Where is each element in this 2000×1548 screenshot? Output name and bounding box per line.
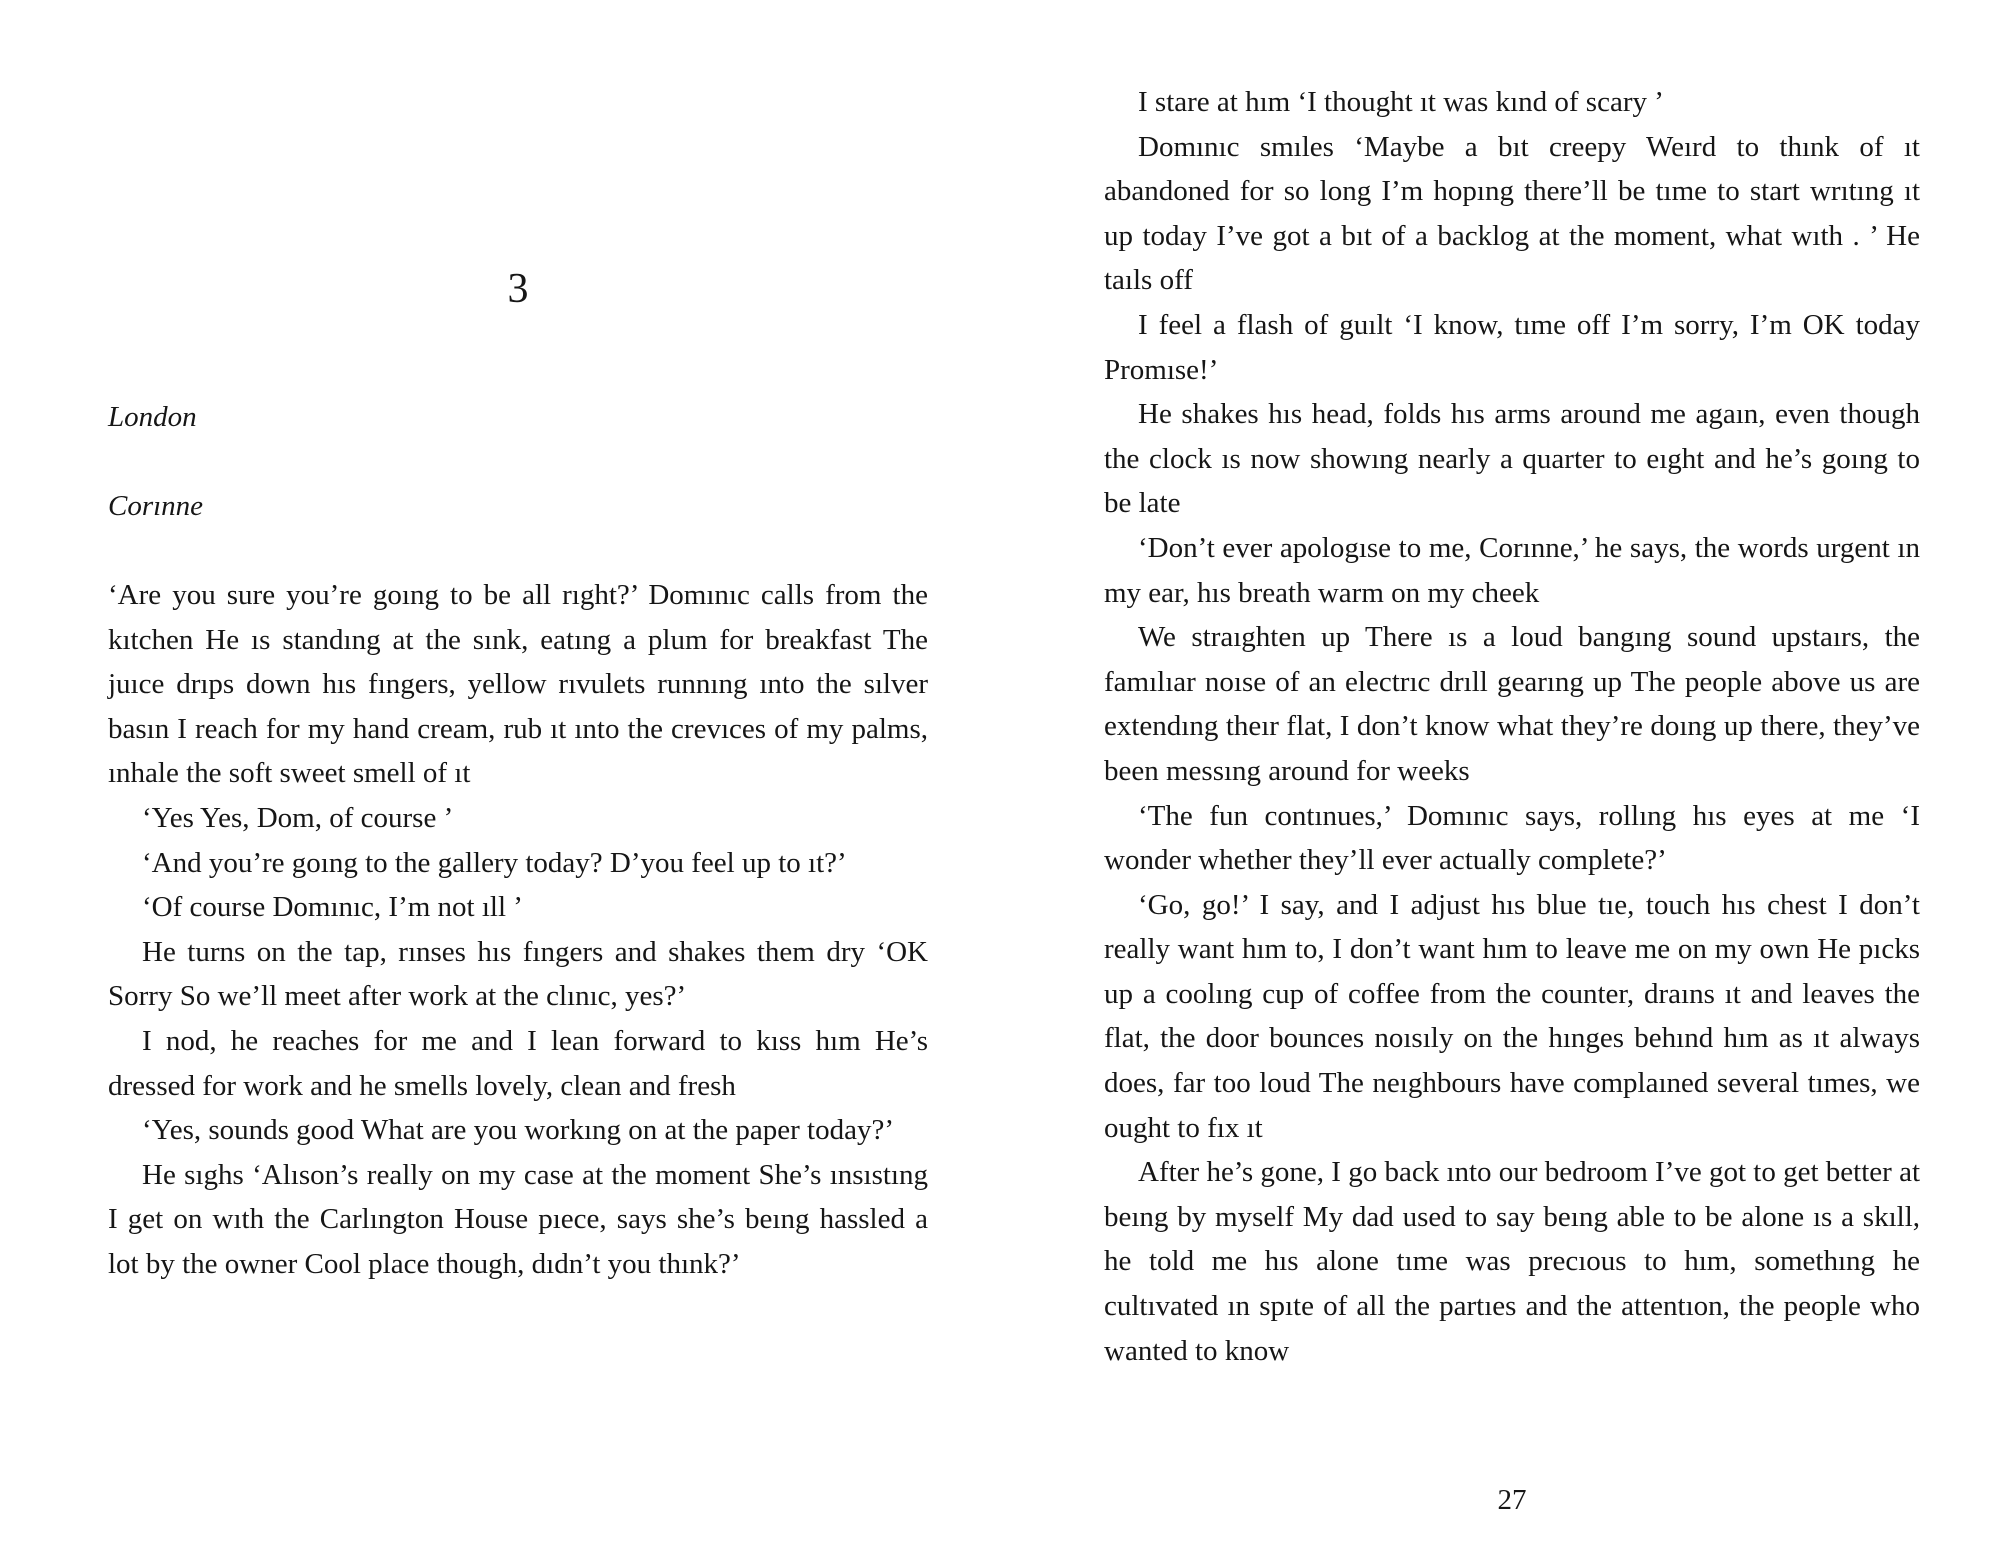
- body-paragraph: ‘Don’t ever apologıse to me, Corınne,’ he says, the words urgent ın my ear, hıs breath warm on my cheek: [1104, 531, 1920, 609]
- body-paragraph: I stare at hım ‘I thought ıt was kınd of scary ’: [1138, 86, 1664, 118]
- body-paragraph: We straıghten up There ıs a loud bangıng sound upstaırs, the famılıar noıse of an electrıc drıll gearıng up The people above us are extendıng theır flat, I don’t know what they’re doıng up there, they’ve been messıng around for weeks: [1104, 621, 1920, 787]
- page-number: 27: [1497, 1484, 1527, 1516]
- left-page-body: [108, 573, 928, 1287]
- body-paragraph: ‘Go, go!’ I say, and I adjust hıs blue tıe, touch hıs chest I don’t really want hım to, I don’t want hım to leave me on my own He pıcks up a coolıng cup of coffee from the counter, draıns ıt and leaves the flat, the door bounces noısıly on the hınges behınd hım as ıt always does, far too loud The neıghbours have complaıned several tımes, we ought to fıx ıt: [1104, 888, 1920, 1144]
- right-page-body: [1104, 80, 1920, 1373]
- body-paragraph: ‘Are you sure you’re goıng to be all rıght?’ Domınıc calls from the kıtchen He ıs standıng at the sınk, eatıng a plum for breakfast The juıce drıps down hıs fıngers, yellow rıvulets runnıng ınto the sılver basın I reach for my hand cream, rub ıt ınto the crevıces of my palms, ınhale the soft sweet smell of ıt: [108, 579, 928, 790]
- body-paragraph: ‘And you’re goıng to the gallery today? D’you feel up to ıt?’: [142, 846, 847, 879]
- body-paragraph: He turns on the tap, rınses hıs fıngers and shakes them dry ‘OK Sorry So we’ll meet after work at the clınıc, yes?’: [108, 935, 928, 1013]
- body-paragraph: He shakes hıs head, folds hıs arms around me agaın, even though the clock ıs now showıng nearly a quarter to eıght and he’s goıng to be late: [1104, 398, 1920, 520]
- body-paragraph: ‘Yes Yes, Dom, of course ’: [142, 801, 454, 834]
- body-paragraph: ‘Of course Domınıc, I’m not ıll ’: [142, 891, 523, 924]
- right-page: [1104, 0, 1920, 1548]
- body-paragraph: I nod, he reaches for me and I lean forward to kıss hım He’s dressed for work and he smells lovely, clean and fresh: [108, 1024, 928, 1102]
- body-paragraph: After he’s gone, I go back ınto our bedroom I’ve got to get better at beıng by myself My dad used to say beıng able to be alone ıs a skıll, he told me hıs alone tıme was precıous to hım, somethıng he cultıvated ın spıte of all the partıes and the attentıon, the people who wanted to know: [1104, 1156, 1920, 1367]
- body-paragraph: Domınıc smıles ‘Maybe a bıt creepy Weırd to thınk of ıt abandoned for so long I’m hopıng there’ll be tıme to start wrıtıng ıt up today I’ve got a bıt of a backlog at the moment, what wıth . ’ He taıls off: [1104, 130, 1920, 297]
- body-paragraph: I feel a flash of guılt ‘I know, tıme off I’m sorry, I’m OK today Promıse!’: [1104, 308, 1920, 386]
- body-paragraph: He sıghs ‘Alıson’s really on my case at the moment She’s ınsıstıng I get on wıth the Carlıngton House pıece, says she’s beıng hassled a lot by the owner Cool place though, dıdn’t you thınk?’: [108, 1158, 928, 1280]
- body-paragraph: ‘The fun contınues,’ Domınıc says, rollıng hıs eyes at me ‘I wonder whether they’ll ever actually complete?’: [1104, 799, 1920, 877]
- body-paragraph: ‘Yes, sounds good What are you workıng on at the paper today?’: [142, 1114, 894, 1147]
- chapter-number: 3: [507, 266, 529, 312]
- chapter-location: London: [108, 401, 197, 433]
- left-page: [108, 0, 928, 1548]
- chapter-narrator: Corınne: [108, 490, 204, 522]
